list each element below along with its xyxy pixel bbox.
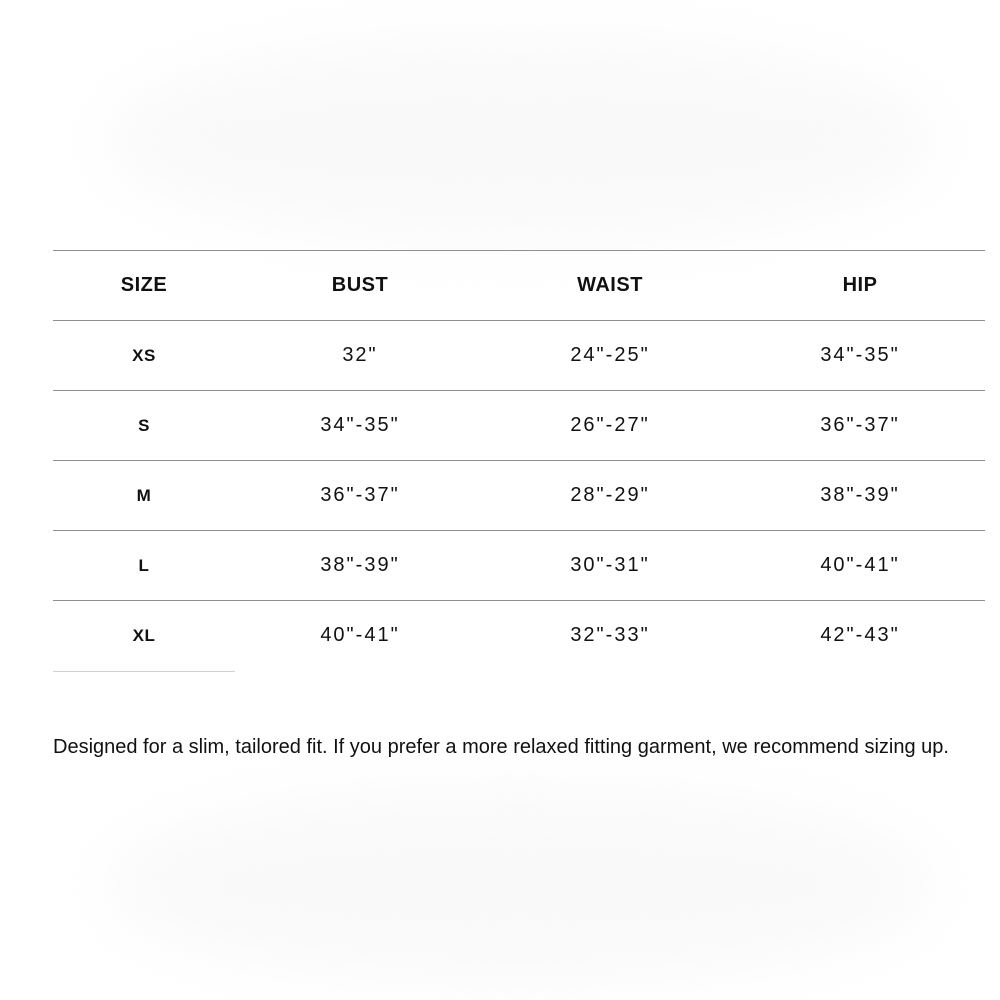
size-cell: M — [53, 461, 235, 531]
waist-cell: 32"-33" — [485, 601, 735, 671]
waist-cell: 24"-25" — [485, 321, 735, 391]
fit-note: Designed for a slim, tailored fit. If you prefer a more relaxed fitting garment, we recommend sizing up. — [53, 736, 949, 758]
bust-cell: 38"-39" — [235, 531, 485, 601]
header-waist: WAIST — [485, 251, 735, 321]
waist-cell: 26"-27" — [485, 391, 735, 461]
header-bust: BUST — [235, 251, 485, 321]
header-hip: HIP — [735, 251, 985, 321]
table-row — [53, 461, 985, 531]
size-chart-table — [53, 250, 985, 670]
hip-cell: 36"-37" — [735, 391, 985, 461]
waist-cell: 30"-31" — [485, 531, 735, 601]
background-shade-bottom — [110, 790, 930, 980]
size-cell: XS — [53, 321, 235, 391]
table-end-divider — [53, 671, 235, 672]
table-row — [53, 391, 985, 461]
hip-cell: 34"-35" — [735, 321, 985, 391]
bust-cell: 40"-41" — [235, 601, 485, 671]
table-row — [53, 601, 985, 671]
waist-cell: 28"-29" — [485, 461, 735, 531]
header-size: SIZE — [53, 251, 235, 321]
hip-cell: 40"-41" — [735, 531, 985, 601]
size-cell: S — [53, 391, 235, 461]
size-cell: XL — [53, 601, 235, 671]
bust-cell: 32" — [235, 321, 485, 391]
table-row — [53, 321, 985, 391]
table-row — [53, 531, 985, 601]
bust-cell: 36"-37" — [235, 461, 485, 531]
size-cell: L — [53, 531, 235, 601]
hip-cell: 38"-39" — [735, 461, 985, 531]
bust-cell: 34"-35" — [235, 391, 485, 461]
background-shade-top — [110, 40, 930, 240]
table-header-row — [53, 251, 985, 321]
hip-cell: 42"-43" — [735, 601, 985, 671]
